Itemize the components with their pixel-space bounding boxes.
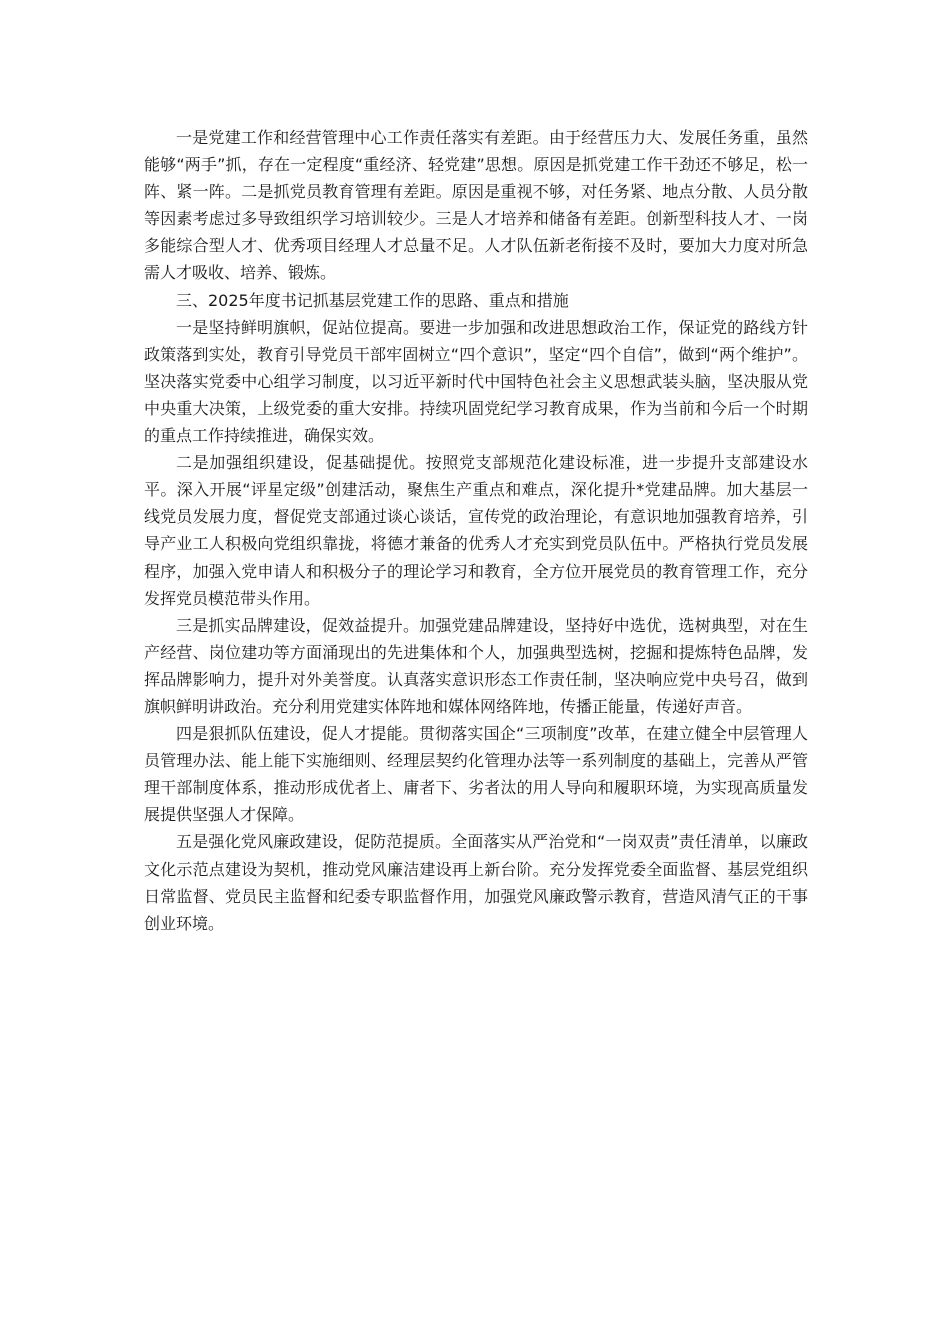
paragraph-measure-two: 二是加强组织建设，促基础提优。按照党支部规范化建设标准，进一步提升支部建设水平。深入开展“评星定级”创建活动，聚焦生产重点和难点，深化提升*党建品牌。加大基层一线党员发展力度，督促党支部通过谈心谈话，宣传党的政治理论，有意识地加强教育培养，引导产业工人积极向党组织靠拢，将德才兼备的优秀人才充实到党员队伍中。严格执行党员发展程序，加强入党申请人和积极分子的理论学习和教育，全方位开展党员的教育管理工作，充分发挥党员模范带头作用。 [144, 453, 808, 608]
paragraph-measure-three: 三是抓实品牌建设，促效益提升。加强党建品牌建设，坚持好中选优，选树典型，对在生产经营、岗位建功等方面涌现出的先进集体和个人，加强典型选树，挖掘和提炼特色品牌，发挥品牌影响力，提升对外美誉度。认真落实意识形态工作责任制，坚决响应党中央号召，做到旗帜鲜明讲政治。充分利用党建实体阵地和媒体网络阵地，传播正能量，传递好声音。 [144, 615, 808, 716]
paragraph-measure-five: 五是强化党风廉政建设，促防范提质。全面落实从严治党和“一岗双责”责任清单，以廉政文化示范点建设为契机，推动党风廉洁建设再上新台阶。充分发挥党委全面监督、基层党组织日常监督、党员民主监督和纪委专职监督作用，加强党风廉政警示教育，营造风清气正的干事创业环境。 [144, 832, 808, 933]
paragraph-measure-one: 一是坚持鲜明旗帜，促站位提高。要进一步加强和改进思想政治工作，保证党的路线方针政策落到实处，教育引导党员干部牢固树立“四个意识”，坚定“四个自信”，做到“两个维护”。坚决落实党委中心组学习制度，以习近平新时代中国特色社会主义思想武装头脑，坚决服从党中央重大决策，上级党委的重大安排。持续巩固党纪学习教育成果，作为当前和今后一个时期的重点工作持续推进，确保实效。 [144, 317, 808, 446]
paragraph-measure-four: 四是狠抓队伍建设，促人才提能。贯彻落实国企“三项制度”改革，在建立健全中层管理人员管理办法、能上能下实施细则、经理层契约化管理办法等一系列制度的基础上，完善从严管理干部制度体系，推动形成优者上、庸者下、劣者汰的用人导向和履职环境，为实现高质量发展提供坚强人才保障。 [144, 724, 808, 825]
section-heading: 三、2025年度书记抓基层党建工作的思路、重点和措施 [176, 290, 569, 310]
document-page [144, 124, 808, 937]
paragraph-problems: 一是党建工作和经营管理中心工作责任落实有差距。由于经营压力大、发展任务重，虽然能够“两手”抓，存在一定程度“重经济、轻党建”思想。原因是抓党建工作干劲还不够足，松一阵、紧一阵。二是抓党员教育管理有差距。原因是重视不够，对任务紧、地点分散、人员分散等因素考虑过多导致组织学习培训较少。三是人才培养和储备有差距。创新型科技人才、一岗多能综合型人才、优秀项目经理人才总量不足。人才队伍新老衔接不及时，要加大力度对所急需人才吸收、培养、锻炼。 [144, 128, 808, 283]
